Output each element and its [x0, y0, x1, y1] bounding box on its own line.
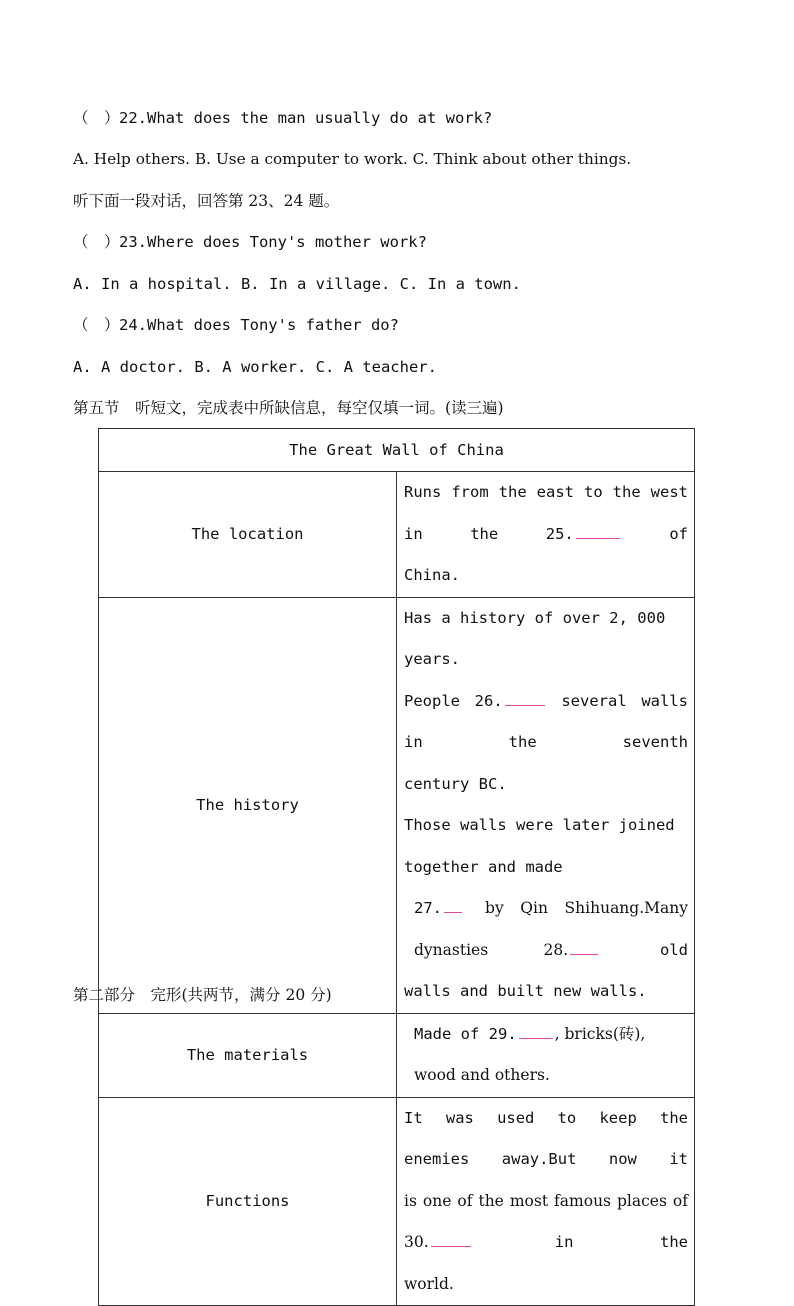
table-row-functions — [99, 1097, 695, 1306]
text-segment: several walls in the seventh — [404, 691, 688, 751]
content-line: It was used to keep the enemies away.But now it — [404, 1108, 688, 1168]
content-line — [404, 472, 688, 555]
content-line: Has a history of over 2, 000 years. — [404, 608, 666, 668]
content-line: century BC. — [404, 774, 507, 793]
row-content — [397, 1013, 695, 1097]
content-line: walls and built new walls. — [404, 982, 647, 1000]
question-text: 22.What does the man usually do at work? — [119, 109, 493, 127]
answer-blank-26[interactable] — [505, 691, 545, 706]
row-label: Functions — [99, 1097, 397, 1306]
question-23-options: A. In a hospital. B. In a village. C. In a town. — [73, 275, 521, 293]
great-wall-table — [98, 428, 695, 1306]
answer-blank-25[interactable] — [576, 524, 620, 539]
content-line — [404, 681, 688, 764]
question-22 — [73, 108, 754, 128]
content-line — [404, 1181, 688, 1264]
row-label: The materials — [99, 1013, 397, 1097]
row-label: The history — [99, 597, 397, 1013]
row-label: The location — [99, 472, 397, 598]
content-line: Those walls were later joined together and made — [404, 816, 675, 876]
answer-paren: （ ） — [73, 316, 120, 334]
text-segment: 27. — [414, 899, 442, 917]
row-content — [397, 1097, 695, 1306]
content-line: China. — [404, 566, 460, 584]
question-23 — [73, 232, 754, 252]
text-segment: of — [669, 524, 688, 543]
answer-blank-29[interactable] — [519, 1024, 553, 1039]
question-22-options: A. Help others. B. Use a computer to work. C. Think about other things. — [73, 150, 632, 168]
row-content — [397, 597, 695, 1013]
content-line — [404, 888, 688, 971]
answer-blank-28[interactable] — [570, 940, 598, 955]
text-segment: in the — [554, 1233, 688, 1251]
text-segment: old — [660, 940, 688, 959]
table-title: The Great Wall of China — [99, 429, 695, 472]
text-segment: Runs from the east to the west in the 25. — [404, 483, 688, 543]
question-24 — [73, 315, 754, 335]
question-24-options: A. A doctor. B. A worker. C. A teacher. — [73, 358, 437, 376]
row-content — [397, 472, 695, 598]
part-2-title: 第二部分 完形(共两节，满分 20 分) — [73, 986, 332, 1004]
answer-paren: （ ） — [73, 109, 120, 127]
content-line: world. — [404, 1274, 454, 1293]
text-segment: by Qin Shihuang.Many dynasties 28. — [414, 899, 688, 959]
text-segment: is one of the most famous places of 30. — [404, 1191, 688, 1251]
question-text: 24.What does Tony's father do? — [119, 316, 399, 334]
instruction-23-24: 听下面一段对话，回答第 23、24 题。 — [73, 192, 340, 210]
answer-paren: （ ） — [73, 233, 120, 251]
text-segment: , bricks(砖), wood and others. — [414, 1024, 646, 1084]
table-row-history — [99, 597, 695, 1013]
answer-blank-30[interactable] — [431, 1232, 471, 1247]
text-segment: People 26. — [404, 691, 503, 710]
table-row-location — [99, 472, 695, 598]
question-text: 23.Where does Tony's mother work? — [119, 233, 427, 251]
table-row-materials — [99, 1013, 695, 1097]
section-5-title: 第五节 听短文，完成表中所缺信息，每空仅填一词。(读三遍) — [73, 399, 504, 417]
text-segment: Made of 29. — [414, 1024, 517, 1043]
answer-blank-27[interactable] — [444, 898, 462, 913]
